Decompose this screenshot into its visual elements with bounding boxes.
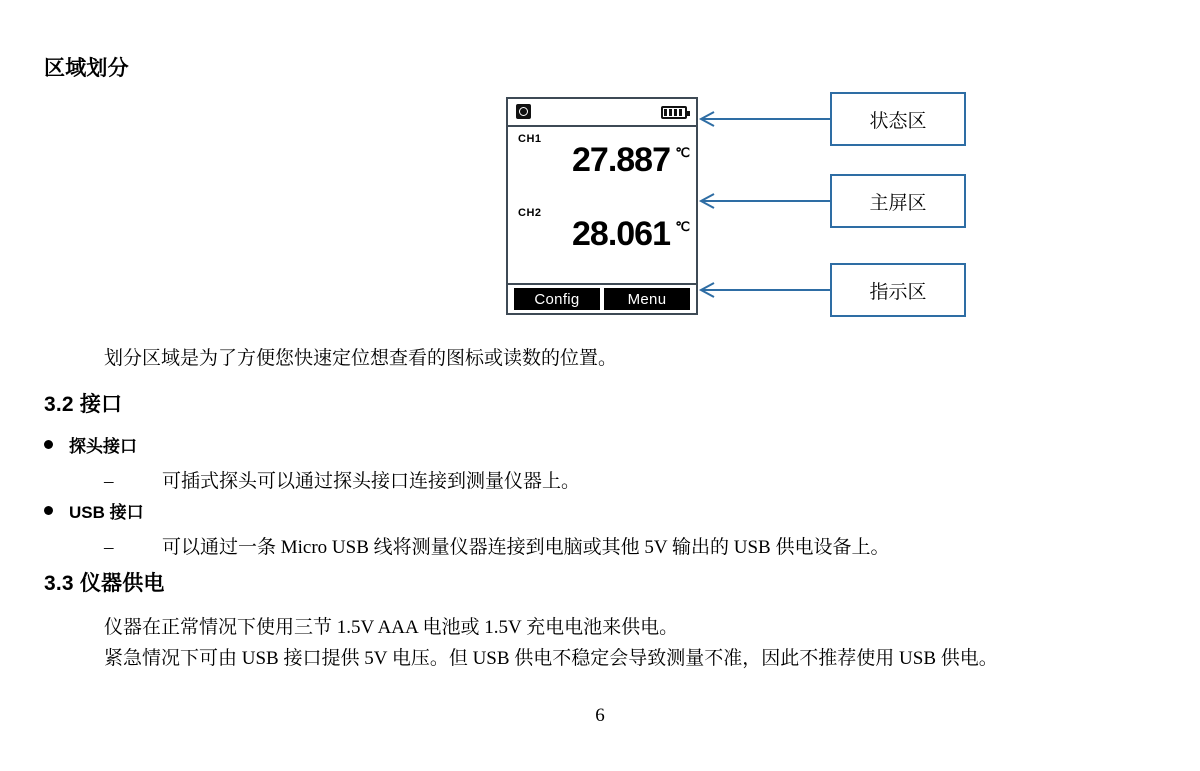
bullet-probe-label: 探头接口	[69, 437, 137, 456]
callout-indicator-area: 指示区	[830, 263, 966, 317]
section-heading-3-3: 3.3 仪器供电	[44, 572, 165, 595]
softkey-config[interactable]: Config	[514, 288, 600, 310]
channel-unit: ℃	[675, 145, 690, 160]
page-title: 区域划分	[44, 57, 129, 80]
probe-description-text: 可插式探头可以通过探头接口连接到测量仪器上。	[162, 471, 581, 492]
section-heading-3-2: 3.2 接口	[44, 393, 123, 416]
bullet-dot-icon	[44, 506, 53, 515]
channel-label: CH2	[518, 207, 542, 219]
clock-icon	[516, 104, 531, 119]
channel-unit: ℃	[675, 219, 690, 234]
probe-description	[104, 466, 580, 493]
softkey-menu[interactable]: Menu	[604, 288, 690, 310]
usb-description	[104, 532, 890, 559]
channel-value: 28.061	[572, 215, 670, 253]
device-screen-illustration	[506, 97, 698, 315]
usb-description-text: 可以通过一条 Micro USB 线将测量仪器连接到电脑或其他 5V 输出的 USB 供电设备上。	[162, 537, 890, 558]
device-indicator-area	[508, 283, 696, 313]
intro-paragraph: 划分区域是为了方便您快速定位想查看的图标或读数的位置。	[104, 348, 618, 369]
dash-mark: –	[104, 537, 114, 558]
dash-mark: –	[104, 471, 114, 492]
callout-arrows	[690, 90, 840, 330]
bullet-probe-interface	[44, 432, 137, 457]
power-paragraph-1: 仪器在正常情况下使用三节 1.5V AAA 电池或 1.5V 充电电池来供电。	[104, 617, 679, 638]
bullet-usb-label: USB 接口	[69, 503, 144, 522]
device-status-area	[508, 99, 696, 127]
callout-main-area: 主屏区	[830, 174, 966, 228]
channel-value: 27.887	[572, 141, 670, 179]
device-main-area	[508, 127, 696, 283]
page-number: 6	[595, 705, 605, 726]
bullet-usb-interface	[44, 498, 144, 523]
power-paragraph-2: 紧急情况下可由 USB 接口提供 5V 电压。但 USB 供电不稳定会导致测量不准，因此不推荐使用 USB 供电。	[104, 648, 998, 669]
channel-label: CH1	[518, 133, 542, 145]
callout-status-area: 状态区	[830, 92, 966, 146]
battery-icon	[661, 106, 687, 119]
bullet-dot-icon	[44, 440, 53, 449]
